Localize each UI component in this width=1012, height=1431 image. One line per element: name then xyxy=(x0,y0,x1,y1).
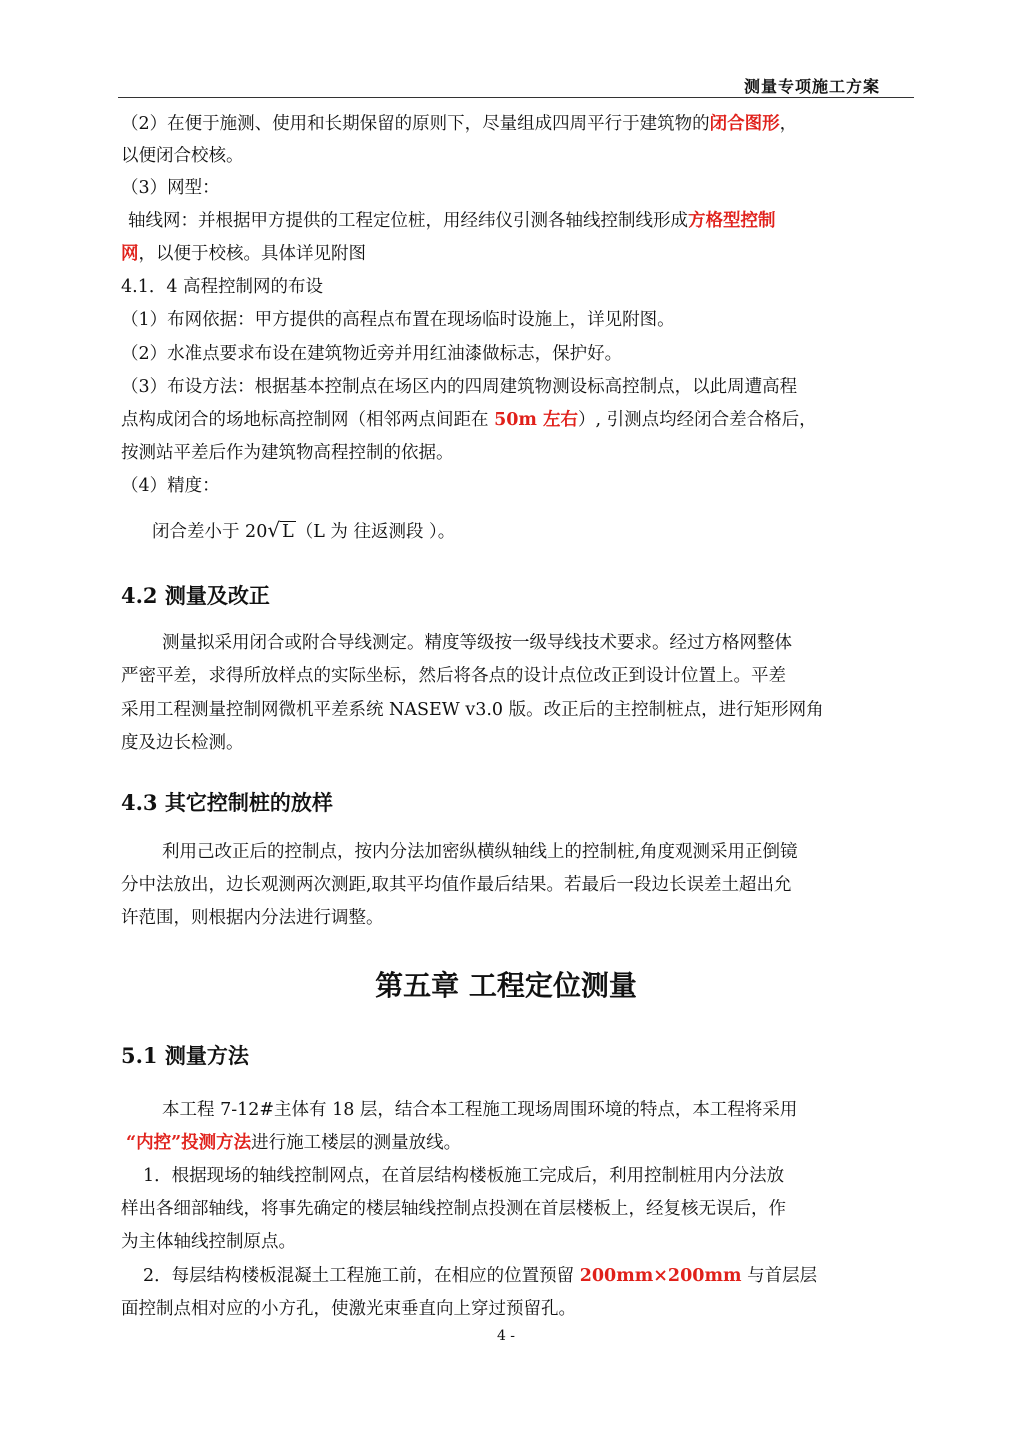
text-run: ）, 引测点均经闭合差合格后， xyxy=(578,410,817,430)
highlight-text: 方格型控制 xyxy=(688,211,776,231)
section-heading: 4.2 测量及改正 xyxy=(121,583,270,608)
formula-line xyxy=(152,516,947,546)
text-run: 与首层层 xyxy=(741,1266,818,1286)
paragraph-line: 按测站平差后作为建筑物高程控制的依据。 xyxy=(121,443,454,463)
text-run: （2）在便于施测、使用和长期保留的原则下，尽量组成四周平行于建筑物的 xyxy=(121,114,710,134)
paragraph-line xyxy=(121,406,916,434)
page-number: 4 - xyxy=(496,1328,516,1344)
highlight-text: 50m 左右 xyxy=(494,410,579,430)
text-run: 轴线网：并根据甲方提供的工程定位桩，用经纬仪引测各轴线控制线形成 xyxy=(128,211,688,231)
highlight-text: “内控”投测方法 xyxy=(126,1133,252,1153)
paragraph-line: 面控制点相对应的小方孔，使激光束垂直向上穿过预留孔。 xyxy=(121,1299,576,1319)
paragraph-line xyxy=(121,110,916,138)
paragraph-line xyxy=(126,1129,921,1157)
text-run: ，以便于校核。具体详见附图 xyxy=(138,244,366,264)
paragraph-line: 为主体轴线控制原点。 xyxy=(121,1232,296,1252)
header-title: 测量专项施工方案 xyxy=(743,77,880,96)
text-run: 闭合差小于 20 xyxy=(152,522,268,542)
radicand: L xyxy=(282,522,294,542)
paragraph-line xyxy=(128,207,923,235)
text-run: ， xyxy=(779,114,798,134)
paragraph-line: 采用工程测量控制网微机平差系统 NASEW v3.0 版。改正后的主控制桩点，进行矩形网角 xyxy=(121,700,824,720)
paragraph-line: 1．根据现场的轴线控制网点，在首层结构楼板施工完成后，利用控制桩用内分法放 xyxy=(143,1166,785,1186)
paragraph-line: 以便闭合校核。 xyxy=(121,146,244,166)
text-run: 点构成闭合的场地标高控制网（相邻两点间距在 xyxy=(121,410,495,430)
text-run: （L 为 往返测段 ）。 xyxy=(295,522,456,542)
paragraph-line: 本工程 7-12#主体有 18 层，结合本工程施工现场周围环境的特点，本工程将采用 xyxy=(162,1100,798,1120)
chapter-title: 第五章 工程定位测量 xyxy=(375,969,637,1002)
paragraph-line xyxy=(143,1262,938,1290)
paragraph-line: （2）水准点要求布设在建筑物近旁并用红油漆做标志，保护好。 xyxy=(121,344,623,364)
paragraph-line: 度及边长检测。 xyxy=(121,733,244,753)
paragraph-line: 许范围，则根据内分法进行调整。 xyxy=(121,908,384,928)
paragraph-line: （1）布网依据：甲方提供的高程点布置在现场临时设施上，详见附图。 xyxy=(121,310,675,330)
highlight-text: 200mm×200mm xyxy=(579,1266,742,1286)
text-run: 2．每层结构楼板混凝土工程施工前，在相应的位置预留 xyxy=(143,1266,580,1286)
paragraph-line: 分中法放出，边长观测两次测距,取其平均值作最后结果。若最后一段边长误差土超出允 xyxy=(121,875,792,895)
paragraph-line: 测量拟采用闭合或附合导线测定。精度等级按一级导线技术要求。经过方格网整体 xyxy=(162,633,792,653)
square-root-formula: √ L xyxy=(267,518,294,542)
subsection-heading: 4.1．4 高程控制网的布设 xyxy=(121,277,324,297)
highlight-text: 闭合图形 xyxy=(709,114,780,134)
section-heading: 4.3 其它控制桩的放样 xyxy=(121,790,333,815)
paragraph-line: 样出各细部轴线，将事先确定的楼层轴线控制点投测在首层楼板上，经复核无误后，作 xyxy=(121,1199,786,1219)
highlight-text: 网 xyxy=(121,244,139,264)
paragraph-line: （3）布设方法：根据基本控制点在场区内的四周建筑物测设标高控制点，以此周遭高程 xyxy=(121,377,798,397)
header-divider xyxy=(118,97,914,98)
paragraph-line: （3）网型： xyxy=(121,178,220,198)
section-heading: 5.1 测量方法 xyxy=(121,1043,249,1068)
paragraph-line: （4）精度： xyxy=(121,476,220,496)
paragraph-line: 利用己改正后的控制点，按内分法加密纵横纵轴线上的控制桩,角度观测采用正倒镜 xyxy=(162,842,798,862)
text-run: 进行施工楼层的测量放线。 xyxy=(251,1133,462,1153)
paragraph-line: 严密平差，求得所放样点的实际坐标，然后将各点的设计点位改正到设计位置上。平差 xyxy=(121,666,786,686)
paragraph-line xyxy=(121,240,916,268)
